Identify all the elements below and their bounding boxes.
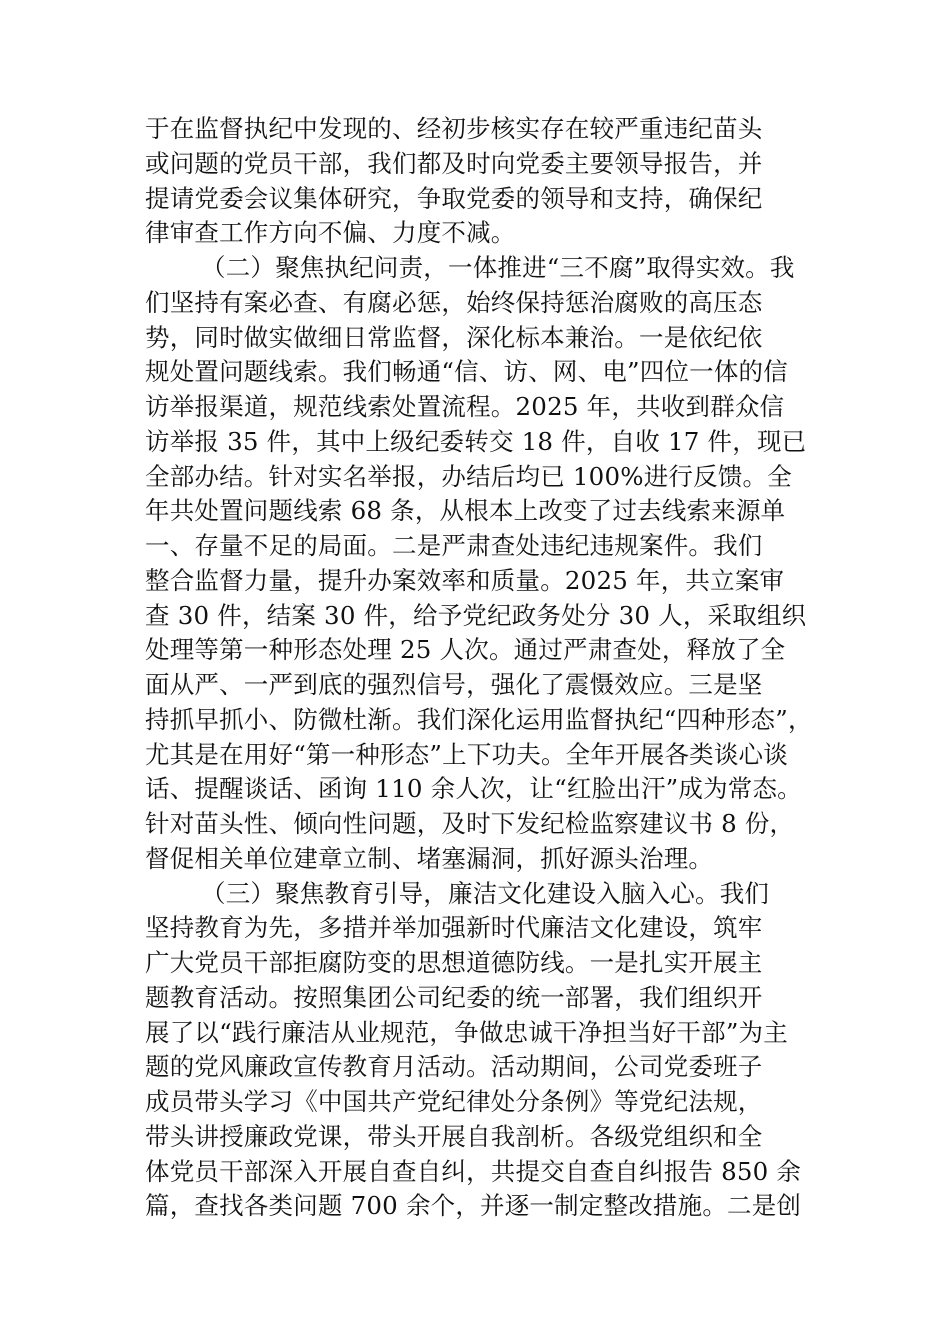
text-line: 坚持教育为先，多措并举加强新时代廉洁文化建设，筑牢	[145, 913, 763, 943]
text-line: 处理等第一种形态处理 25 人次。通过严肃查处，释放了全	[145, 635, 786, 665]
text-line: 提请党委会议集体研究，争取党委的领导和支持，确保纪	[145, 183, 763, 213]
document-body	[145, 112, 845, 1224]
text-line: 律审查工作方向不偏、力度不减。	[145, 218, 516, 248]
text-line: 题的党风廉政宣传教育月活动。活动期间，公司党委班子	[145, 1052, 763, 1082]
text-line: 全部办结。针对实名举报，办结后均已 100%进行反馈。全	[145, 461, 792, 491]
text-line: 成员带头学习《中国共产党纪律处分条例》等党纪法规，	[145, 1087, 763, 1116]
text-line: 题教育活动。按照集团公司纪委的统一部署，我们组织开	[145, 982, 763, 1012]
text-line: 针对苗头性、倾向性问题，及时下发纪检监察建议书 8 份，	[145, 809, 795, 838]
text-line: 们坚持有案必查、有腐必惩，始终保持惩治腐败的高压态	[145, 287, 763, 317]
text-line: 展了以“践行廉洁从业规范，争做忠诚干净担当好干部”为主	[145, 1017, 788, 1047]
text-line: 一、存量不足的局面。二是严肃查处违纪违规案件。我们	[145, 531, 763, 560]
text-line: 或问题的党员干部，我们都及时向党委主要领导报告，并	[145, 148, 763, 178]
text-line: 整合监督力量，提升办案效率和质量。2025 年，共立案审	[145, 565, 785, 595]
text-line: 访举报渠道，规范线索处置流程。2025 年，共收到群众信	[145, 392, 785, 421]
text-line: 体党员干部深入开展自查自纠，共提交自查自纠报告 850 余	[145, 1156, 802, 1186]
text-line: 带头讲授廉政党课，带头开展自我剖析。各级党组织和全	[145, 1121, 763, 1151]
text-line: 查 30 件，结案 30 件，给予党纪政务处分 30 人，采取组织	[145, 600, 807, 630]
text-line: 督促相关单位建章立制、堵塞漏洞，抓好源头治理。	[145, 843, 714, 873]
text-line: 于在监督执纪中发现的、经初步核实存在较严重违纪苗头	[145, 114, 763, 143]
text-line: （二）聚焦执纪问责，一体推进“三不腐”取得实效。我	[201, 253, 795, 282]
text-line: 尤其是在用好“第一种形态”上下功夫。全年开展各类谈心谈	[145, 739, 788, 769]
text-line: 势，同时做实做细日常监督，深化标本兼治。一是依纪依	[145, 322, 763, 352]
text-line: 访举报 35 件，其中上级纪委转交 18 件，自收 17 件，现已	[145, 426, 807, 456]
text-line: 持抓早抓小、防微杜渐。我们深化运用监督执纪“四种形态”，	[145, 704, 813, 734]
text-line: （三）聚焦教育引导，廉洁文化建设入脑入心。我们	[201, 878, 770, 908]
text-line: 篇，查找各类问题 700 余个，并逐一制定整改措施。二是创	[145, 1191, 802, 1221]
text-line: 年共处置问题线索 68 条，从根本上改变了过去线索来源单	[145, 496, 786, 526]
text-line: 面从严、一严到底的强烈信号，强化了震慑效应。三是坚	[145, 670, 763, 699]
text-line: 广大党员干部拒腐防变的思想道德防线。一是扎实开展主	[145, 948, 763, 977]
text-line: 规处置问题线索。我们畅通“信、访、网、电”四位一体的信	[145, 357, 788, 387]
text-line: 话、提醒谈话、函询 110 余人次，让“红脸出汗”成为常态。	[145, 774, 802, 804]
